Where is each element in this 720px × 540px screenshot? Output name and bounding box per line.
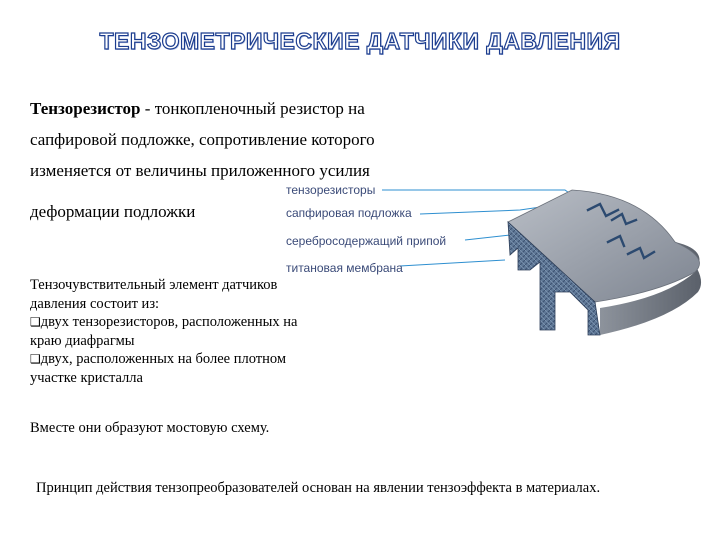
element-intro-line-2: давления состоит из: [30, 295, 160, 312]
figure-label-sapphire-substrate: сапфировая подложка [286, 206, 412, 220]
bullet-icon: ❑ [30, 352, 41, 366]
figure-label-tensoresistors: тензорезисторы [286, 183, 376, 197]
bridge-circuit-note: Вместе они образуют мостовую схему. [30, 420, 270, 436]
sensing-element-description [30, 276, 370, 387]
definition-term: Тензорезистор [30, 99, 141, 118]
figure-label-titanium-membrane: титановая мембрана [286, 261, 403, 275]
definition-line-3: изменяется от величины приложенного усилия [30, 161, 370, 180]
leader-line-solder [465, 226, 515, 240]
bullet-2-line-2: участке кристалла [30, 369, 143, 386]
bullet-icon: ❑ [30, 315, 41, 329]
definition-line-1: - тонкопленочный резистор на [140, 99, 365, 118]
bullet-2-line-1: двух, расположенных на более плотном [40, 351, 286, 367]
operating-principle-note: Принцип действия тензопреобразователей основан на явлении тензоэффекта в материалах. [36, 480, 601, 496]
element-intro-line-1: Тензочувствительный элемент датчиков [30, 277, 278, 293]
page-title: ТЕНЗОМЕТРИЧЕСКИЕ ДАТЧИКИ ДАВЛЕНИЯ [99, 28, 621, 54]
sensor-top-surface [508, 190, 700, 302]
definition-line-4: деформации подложки [30, 202, 196, 221]
leader-line-membrane [400, 260, 505, 266]
figure-label-silver-solder: серебросодержащий припой [286, 234, 447, 248]
bullet-1-line-2: краю диафрагмы [30, 332, 135, 349]
bullet-1-line-1: двух тензорезисторов, расположенных на [40, 314, 298, 330]
definition-line-2: сапфировой подложке, сопротивление которого [30, 130, 375, 149]
